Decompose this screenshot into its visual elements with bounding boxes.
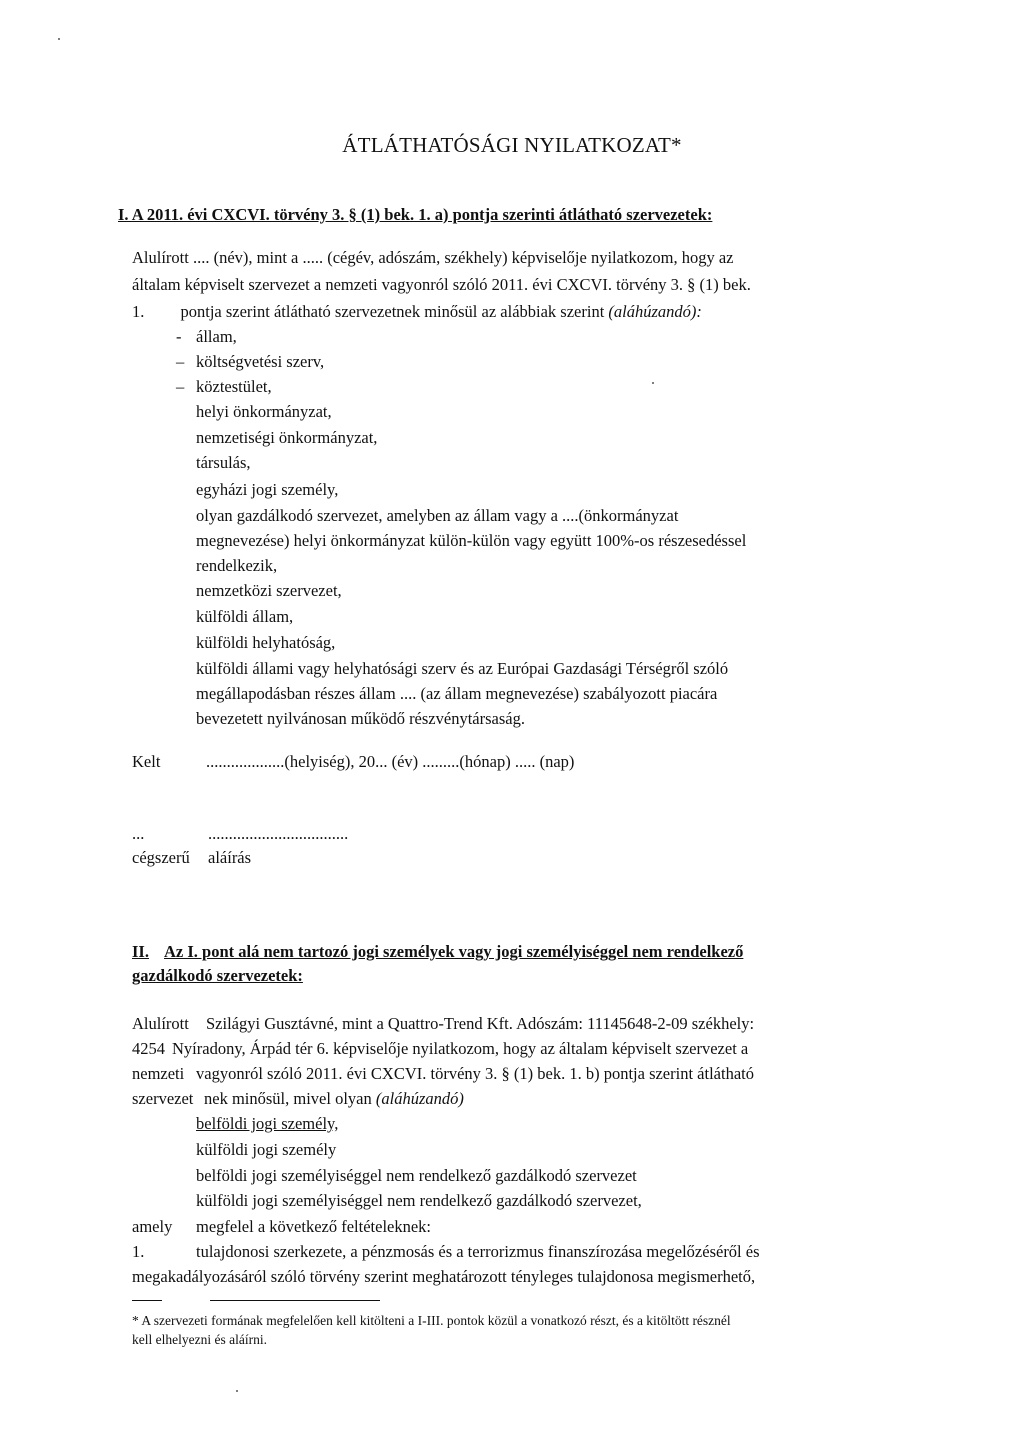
underline-instruction: (aláhúzandó) <box>375 1089 464 1108</box>
condition-number: 1. <box>132 1242 145 1261</box>
list-dash: - <box>176 327 182 346</box>
section-2-line-4-text: nek minősül, mivel olyan <box>204 1089 372 1108</box>
section-2-line-3-lead: nemzeti <box>132 1064 185 1083</box>
section-1-point-number: 1. <box>132 302 145 321</box>
section-2-heading-line-2: gazdálkodó szervezetek: <box>132 966 303 985</box>
footnote-rule-short <box>132 1300 162 1301</box>
underline-instruction: (aláhúzandó): <box>608 302 702 321</box>
section-2-line-4 <box>204 1089 464 1109</box>
section-2-line-5: megfelel a következő feltételeknek: <box>196 1217 432 1236</box>
section-1-intro-line-1: Alulírott .... (név), mint a ..... (cégév, adószám, székhely) képviselője nyilatkozom, hogy az <box>132 248 734 267</box>
place-label: Kelt <box>132 752 161 771</box>
section-1-intro-text: pontja szerint átlátható szervezetnek minősül az alábbiak szerint <box>180 302 605 321</box>
section-2-line-4-lead: szervezet <box>132 1089 194 1108</box>
section-2-line-5-lead: amely <box>132 1217 173 1236</box>
list-dash: – <box>176 377 185 396</box>
list-item: külföldi jogi személyiséggel nem rendelkező gazdálkodó szervezet, <box>196 1191 642 1210</box>
list-item: helyi önkormányzat, <box>196 402 332 421</box>
section-1-heading: I. A 2011. évi CXCVI. törvény 3. § (1) bek. 1. a) pontja szerinti átlátható szervezetek: <box>118 205 713 224</box>
footnote-rule <box>210 1300 380 1301</box>
list-item: költségvetési szerv, <box>196 352 325 371</box>
scan-speck <box>652 382 654 384</box>
list-item: külföldi helyhatóság, <box>196 633 336 652</box>
scan-speck <box>58 38 60 40</box>
section-1-intro-line-3 <box>132 302 702 322</box>
list-item: állam, <box>196 327 237 346</box>
list-item: nemzetközi szervezet, <box>196 581 342 600</box>
signature-right-label: aláírás <box>208 848 252 867</box>
list-item: belföldi jogi személyiséggel nem rendelkező gazdálkodó szervezet <box>196 1166 637 1185</box>
signature-left-dots: ... <box>132 824 145 843</box>
section-2-heading-line-1: Az I. pont alá nem tartozó jogi személyek vagy jogi személyiséggel nem rendelkező <box>164 942 744 961</box>
list-item: nemzetiségi önkormányzat, <box>196 428 378 447</box>
list-item: belföldi jogi személy, <box>196 1114 339 1133</box>
section-2-line-7: megakadályozásáról szóló törvény szerint meghatározott tényleges tulajdonosa megismerhető, <box>132 1267 756 1286</box>
postal-code: 4254 <box>132 1039 165 1058</box>
list-dash: – <box>176 352 185 371</box>
list-item: megnevezése) helyi önkormányzat külön-külön vagy együtt 100%-os részesedéssel <box>196 531 747 550</box>
scan-speck <box>236 1390 238 1392</box>
list-item: rendelkezik, <box>196 556 278 575</box>
list-item: bevezetett nyilvánosan működő részvénytársaság. <box>196 709 525 728</box>
list-item: külföldi jogi személy <box>196 1140 337 1159</box>
list-item: olyan gazdálkodó szervezet, amelyben az állam vagy a ....(önkormányzat <box>196 506 679 525</box>
footnote-line-1: * A szervezeti formának megfelelően kell kitölteni a I-III. pontok közül a vonatkozó részt, és a kitöltött résznél <box>132 1313 731 1328</box>
list-item: egyházi jogi személy, <box>196 480 339 499</box>
list-item: külföldi állam, <box>196 607 294 626</box>
section-2-line-1-lead: Alulírott <box>132 1014 189 1033</box>
section-2-line-1: Szilágyi Gusztávné, mint a Quattro-Trend Kft. Adószám: 11145648-2-09 székhely: <box>206 1014 755 1033</box>
section-2-line-3: vagyonról szóló 2011. évi CXCVI. törvény 3. § (1) bek. 1. b) pontja szerint átlátható <box>196 1064 754 1083</box>
signature-right-dots: .................................. <box>208 824 349 843</box>
list-item: társulás, <box>196 453 251 472</box>
list-item: köztestület, <box>196 377 272 396</box>
place-date-line: ...................(helyiség), 20... (év) .........(hónap) ..... (nap) <box>206 752 575 771</box>
list-item: külföldi állami vagy helyhatósági szerv és az Európai Gazdasági Térségről szóló <box>196 659 729 678</box>
list-item: megállapodásban részes állam .... (az állam megnevezése) szabályozott piacára <box>196 684 718 703</box>
section-2-line-2: Nyíradony, Árpád tér 6. képviselője nyilatkozom, hogy az általam képviselt szervezet a <box>172 1039 749 1058</box>
footnote-line-2: kell elhelyezni és aláírni. <box>132 1332 267 1347</box>
signature-left-label: cégszerű <box>132 848 190 867</box>
section-2-number: II. <box>132 942 149 961</box>
section-1-intro-line-2: általam képviselt szervezet a nemzeti vagyonról szóló 2011. évi CXCVI. törvény 3. § (1) bek. <box>132 275 751 294</box>
document-title: ÁTLÁTHATÓSÁGI NYILATKOZAT* <box>342 133 682 157</box>
section-2-line-6: tulajdonosi szerkezete, a pénzmosás és a terrorizmus finanszírozása megelőzéséről és <box>196 1242 760 1261</box>
